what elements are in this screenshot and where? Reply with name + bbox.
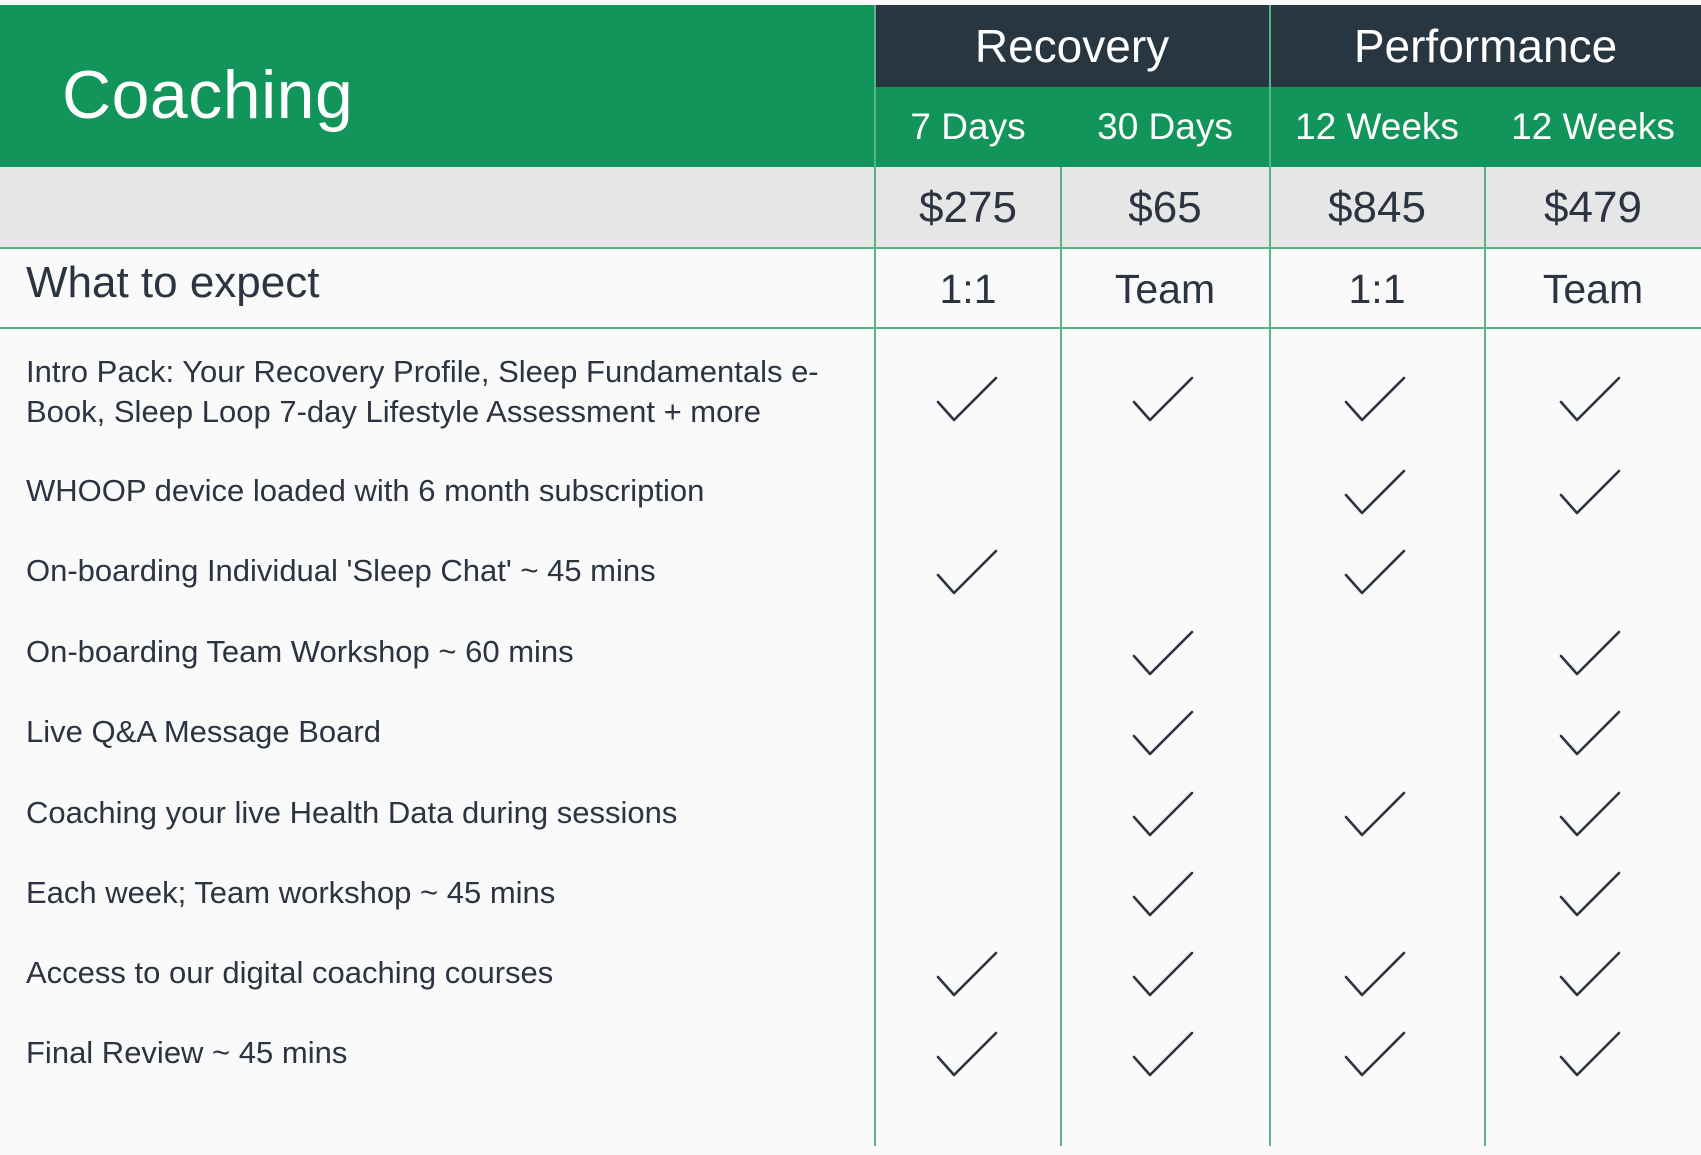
- check-icon: [1344, 549, 1406, 597]
- group-header-performance: Performance: [1270, 5, 1701, 87]
- check-icon: [936, 1031, 998, 1079]
- check-icon: [1344, 376, 1406, 424]
- check-icon: [936, 376, 998, 424]
- check-icon: [1559, 710, 1621, 758]
- feature-label: Coaching your live Health Data during sessions: [26, 795, 678, 830]
- mode-label: Team: [1542, 265, 1644, 312]
- price-value: $65: [1128, 182, 1202, 232]
- check-icon: [1559, 1031, 1621, 1079]
- check-icon: [1559, 469, 1621, 517]
- feature-label: On-boarding Individual 'Sleep Chat' ~ 45 mins: [26, 553, 656, 588]
- check-icon: [936, 549, 998, 597]
- feature-label: Final Review ~ 45 mins: [26, 1035, 348, 1070]
- check-icon: [1132, 630, 1194, 678]
- mode-label: 1:1: [939, 265, 997, 312]
- check-icon: [1344, 951, 1406, 999]
- check-icon: [1132, 710, 1194, 758]
- check-icon: [1344, 1031, 1406, 1079]
- check-icon: [1344, 791, 1406, 839]
- check-icon: [1132, 951, 1194, 999]
- duration-label: 12 Weeks: [1295, 106, 1459, 147]
- check-icon: [1344, 469, 1406, 517]
- check-icon: [1132, 1031, 1194, 1079]
- duration-label: 7 Days: [910, 106, 1026, 147]
- feature-label: On-boarding Team Workshop ~ 60 mins: [26, 634, 574, 669]
- check-icon: [1559, 630, 1621, 678]
- mode-label: 1:1: [1348, 265, 1406, 312]
- duration-label: 30 Days: [1097, 106, 1233, 147]
- section-heading: What to expect: [26, 258, 320, 307]
- check-icon: [1559, 871, 1621, 919]
- feature-label: WHOOP device loaded with 6 month subscription: [26, 473, 705, 508]
- feature-label: Each week; Team workshop ~ 45 mins: [26, 875, 556, 910]
- check-icon: [1559, 791, 1621, 839]
- check-icon: [1559, 951, 1621, 999]
- price-value: $845: [1328, 182, 1426, 232]
- feature-label: Intro Pack: Your Recovery Profile, Sleep Fundamentals e-Book, Sleep Loop 7-day Lifestyle Assessment + more: [26, 354, 819, 429]
- divider: [874, 5, 876, 1146]
- feature-label: Access to our digital coaching courses: [26, 955, 554, 990]
- divider: [1269, 5, 1271, 1146]
- price-value: $479: [1544, 182, 1642, 232]
- page-title: Coaching: [62, 57, 354, 133]
- check-icon: [1559, 376, 1621, 424]
- feature-label: Live Q&A Message Board: [26, 714, 381, 749]
- price-value: $275: [919, 182, 1017, 232]
- check-icon: [1132, 871, 1194, 919]
- group-header-recovery: Recovery: [875, 5, 1269, 87]
- duration-label: 12 Weeks: [1511, 106, 1675, 147]
- check-icon: [936, 951, 998, 999]
- mode-label: Team: [1114, 265, 1216, 312]
- divider: [0, 247, 1701, 249]
- check-icon: [1132, 376, 1194, 424]
- check-icon: [1132, 791, 1194, 839]
